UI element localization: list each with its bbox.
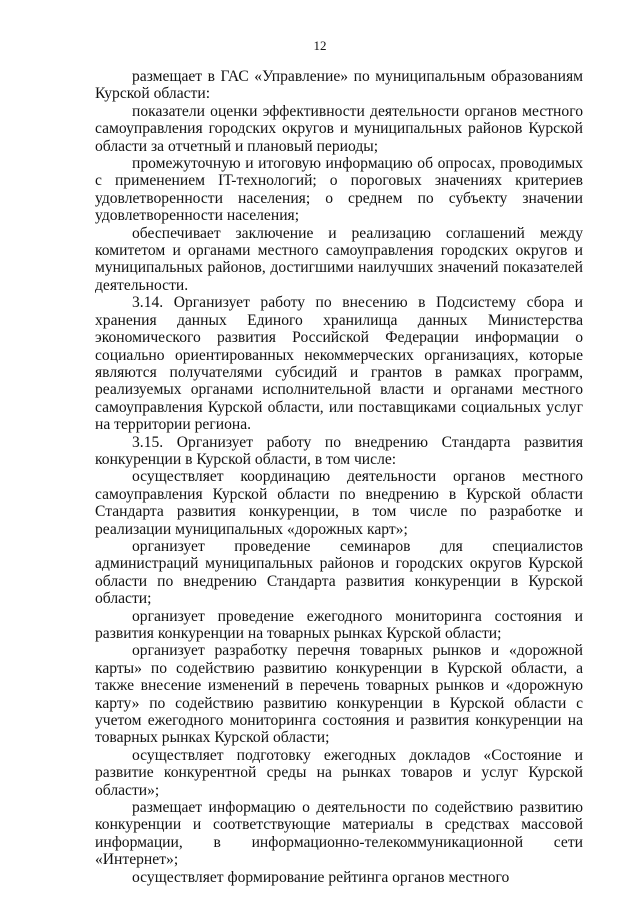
paragraph-coordination: осуществляет координацию деятельности органов местного самоуправления Курской области по внедрению в Курской области Стандарта развития конкуренции, в том числе по разработке и реализации муниципальных «дорожных карт»; [95,468,583,538]
paragraph-rating: осуществляет формирование рейтинга органов местного [132,868,510,886]
page-number: 12 [313,38,327,53]
paragraph-roadmap: организует разработку перечня товарных рынков и «дорожной карты» по содействию развитию конкуренции в Курской области, а также внесение изменений в перечень товарных рынков и «дорожную карту» по содействию развитию конкуренции в Курской области с учетом ежегодного мониторинга состояния и развития конкуренции на товарных рынках Курской области; [95,642,583,747]
paragraph-agreements: обеспечивает заключение и реализацию соглашений между комитетом и органами местного самоуправления городских округов и муниципальных районов, достигшими наилучших значений показателей деятельности. [95,224,583,294]
paragraph-publishes-gas: размещает в ГАС «Управление» по муниципальным образованиям Курской области: [95,68,583,103]
paragraph-efficiency-indicators: показатели оценки эффективности деятельности органов местного самоуправления городских округов и муниципальных районов Курской области за отчетный и плановый периоды; [95,102,583,155]
paragraph-seminars: организует проведение семинаров для специалистов администраций муниципальных районов и городских округов Курской области по внедрению Стандарта развития конкуренции в Курской области; [95,537,583,608]
paragraph-survey-information: промежуточную и итоговую информацию об опросах, проводимых с применением IT-технологий; о пороговых значениях критериев удовлетворенности населения; о среднем по субъекту значении удовлетворенности населения; [95,155,583,225]
document-body [95,68,583,886]
paragraph-reports: осуществляет подготовку ежегодных докладов «Состояние и развитие конкурентной среды на рынках товаров и услуг Курской области»; [95,746,583,799]
paragraph-monitoring: организует проведение ежегодного мониторинга состояния и развития конкуренции на товарных рынках Курской области; [95,607,583,642]
paragraph-3-14: 3.14. Организует работу по внесению в Подсистему сбора и хранения данных Единого хранилища данных Министерства экономического развития Российской Федерации информации о социально ориентированных некоммерческих организациях, которые являются получателями субсидий и грантов в рамках программ, реализуемых органами исполнительной власти и органами местного самоуправления Курской области, или поставщиками социальных услуг на территории региона. [95,294,583,434]
paragraph-3-15: 3.15. Организует работу по внедрению Стандарта развития конкуренции в Курской области, в том числе: [95,433,583,468]
paragraph-media: размещает информацию о деятельности по содействию развитию конкуренции и соответствующие материалы в средствах массовой информации, в информационно-телекоммуникационной сети «Интернет»; [95,799,583,869]
